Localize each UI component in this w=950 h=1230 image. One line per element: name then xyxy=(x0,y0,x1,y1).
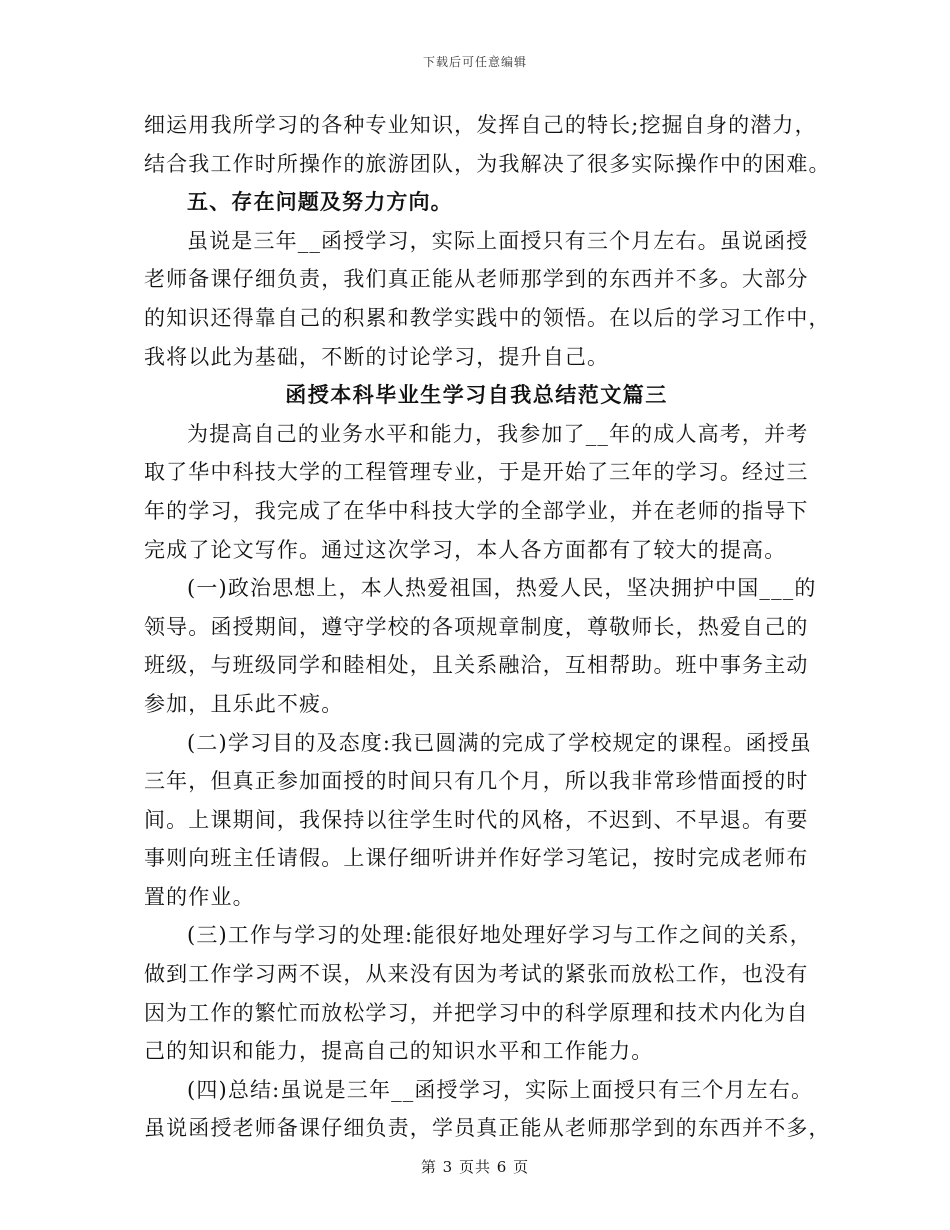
section-heading: 五、存在问题及努力方向。 xyxy=(187,189,453,215)
text-line: 参加，且乐此不疲。 xyxy=(144,691,344,716)
page-number: 第 3 页共 6 页 xyxy=(420,1158,530,1176)
text-line: 的知识还得靠自己的积累和教学实践中的领悟。在以后的学习工作中， xyxy=(144,305,831,330)
text-line: (四)总结:虽说是三年__函授学习，实际上面授只有三个月左右。 xyxy=(187,1077,814,1102)
text-line: 领导。函授期间，遵守学校的各项规章制度，尊敬师长，热爱自己的 xyxy=(144,614,809,639)
text-line: 班级，与班级同学和睦相处，且关系融洽，互相帮助。班中事务主动 xyxy=(144,653,809,678)
text-line: 三年，但真正参加面授的时间只有几个月，所以我非常珍惜面授的时 xyxy=(144,769,809,794)
document-body xyxy=(144,106,831,1148)
header-note: 下载后可任意编辑 xyxy=(422,55,527,69)
text-line: 置的作业。 xyxy=(144,884,255,909)
text-line: 间。上课期间，我保持以往学生时代的风格，不迟到、不早退。有要 xyxy=(144,807,809,832)
text-line: 做到工作学习两不误，从来没有因为考试的紧张而放松工作，也没有 xyxy=(144,962,809,987)
text-line: 为提高自己的业务水平和能力，我参加了__年的成人高考，并考 xyxy=(187,421,809,446)
text-line: 老师备课仔细负责，我们真正能从老师那学到的东西并不多。大部分 xyxy=(144,267,809,292)
text-line: 完成了论文写作。通过这次学习，本人各方面都有了较大的提高。 xyxy=(144,537,787,562)
text-line: 年的学习，我完成了在华中科技大学的全部学业，并在老师的指导下 xyxy=(144,498,809,523)
text-line: 虽说函授老师备课仔细负责，学员真正能从老师那学到的东西并不多， xyxy=(144,1116,831,1141)
text-line: 己的知识和能力，提高自己的知识水平和工作能力。 xyxy=(144,1039,654,1064)
text-line: 我将以此为基础，不断的讨论学习，提升自己。 xyxy=(144,344,610,369)
text-line: (一)政治思想上，本人热爱祖国，热爱人民，坚决拥护中国___的 xyxy=(187,576,817,601)
text-line: 虽说是三年__函授学习，实际上面授只有三个月左右。虽说函授 xyxy=(187,228,809,253)
article-title: 函授本科毕业生学习自我总结范文篇三 xyxy=(285,382,668,408)
text-line: 取了华中科技大学的工程管理专业，于是开始了三年的学习。经过三 xyxy=(144,460,809,485)
text-line: 事则向班主任请假。上课仔细听讲并作好学习笔记，按时完成老师布 xyxy=(144,846,809,871)
text-line: (三)工作与学习的处理:能很好地处理好学习与工作之间的关系， xyxy=(187,923,812,948)
text-line: 因为工作的繁忙而放松学习，并把学习中的科学原理和技术内化为自 xyxy=(144,1000,809,1025)
text-line: 结合我工作时所操作的旅游团队，为我解决了很多实际操作中的困难。 xyxy=(144,151,831,176)
text-line: (二)学习目的及态度:我已圆满的完成了学校规定的课程。函授虽 xyxy=(187,730,812,755)
text-line: 细运用我所学习的各种专业知识，发挥自己的特长;挖掘自身的潜力， xyxy=(144,113,817,137)
